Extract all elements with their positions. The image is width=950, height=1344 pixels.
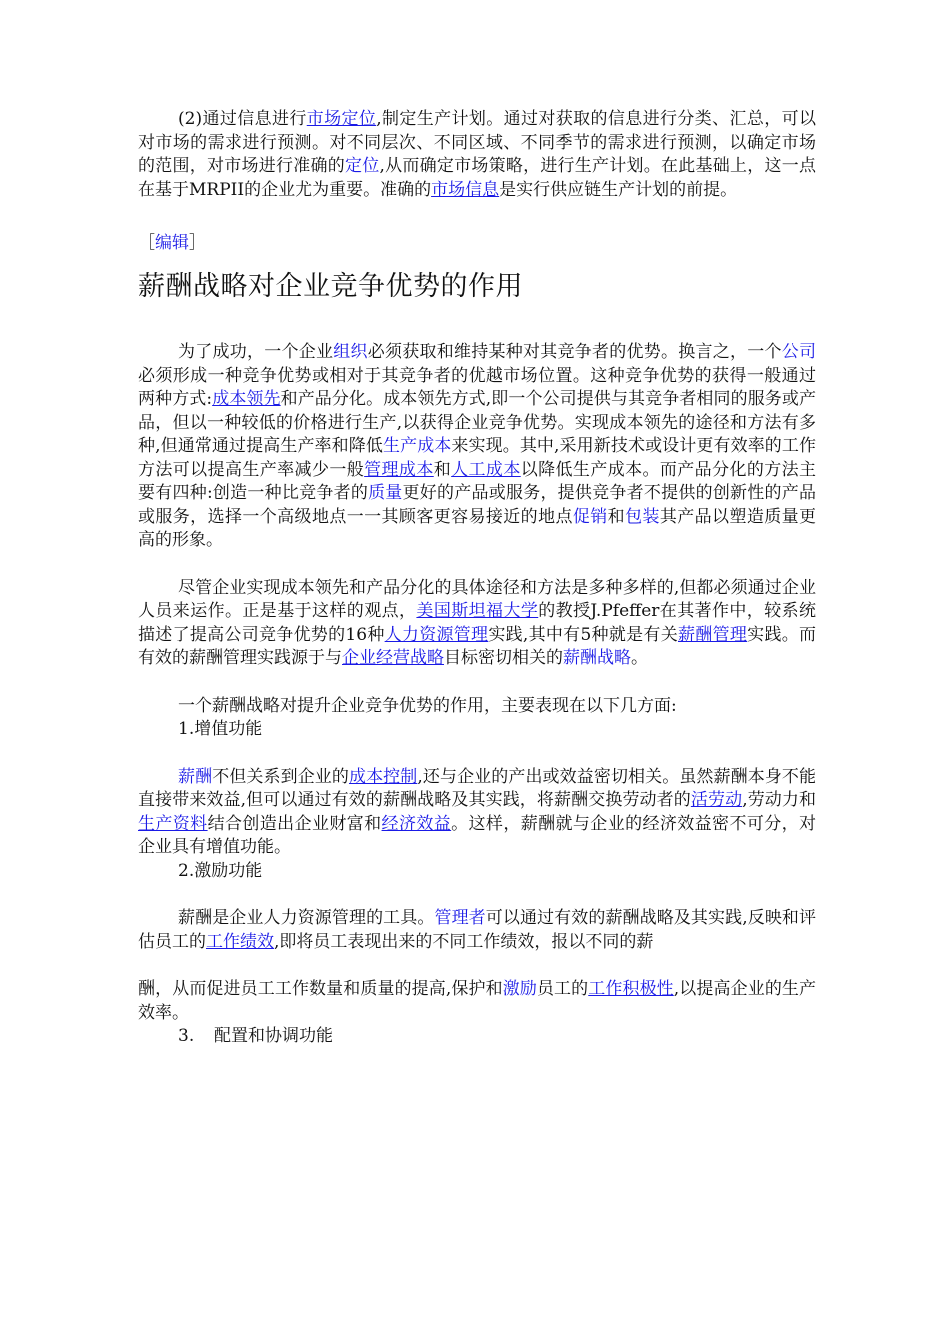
paragraph-personnel: 尽管企业实现成本领先和产品分化的具体途径和方法是多种多样的,但都必须通过企业人员来运作。正是基于这样的观点，美国斯坦福大学的教授J.Pfeffer在其著作中，较系统描述了提高公司竞争优势的16种人力资源管理实践,其中有5种就是有关薪酬管理实践。而有效的薪酬管理实践源于与企业经营战略目标密切相关的薪酬战略。 xyxy=(138,577,817,668)
link-work-enthusiasm[interactable]: 工作积极性 xyxy=(588,979,674,999)
link-business-strategy[interactable]: 企业经营战略 xyxy=(342,648,444,668)
paragraph-value-added: 薪酬不但关系到企业的成本控制,还与企业的产出或效益密切相关。虽然薪酬本身不能直接带来效益,但可以通过有效的薪酬战略及其实践，将薪酬交换劳动者的活劳动,劳动力和生产资料结合创造出企业财富和经济效益。这样，薪酬就与企业的经济效益密不可分，对企业具有增值功能。 xyxy=(138,766,817,857)
document-page xyxy=(138,108,816,1049)
link-means-of-production[interactable]: 生产资料 xyxy=(138,813,208,834)
link-packaging[interactable]: 包装 xyxy=(625,506,660,527)
link-economic-benefit[interactable]: 经济效益 xyxy=(381,813,452,834)
edit-link[interactable]: 编辑 xyxy=(155,233,189,253)
link-management-cost[interactable]: 管理成本 xyxy=(364,459,434,480)
link-company[interactable]: 公司 xyxy=(781,342,816,362)
paragraph-competitive-advantage: 为了成功，一个企业组织必须获取和维持某种对其竞争者的优势。换言之，一个公司必须形成一种竞争优势或相对于其竞争者的优越市场位置。这种竞争优势的获得一般通过两种方式:成本领先和产品分化。成本领先方式,即一个公司提供与其竞争者相同的服务或产品，但以一种较低的价格进行生产,以获得企业竞争优势。实现成本领先的途径和方法有多种,但通常通过提高生产率和降低生产成本来实现。其中,采用新技术或设计更有效率的工作方法可以提高生产率减少一般管理成本和人工成本以降低生产成本。而产品分化的方法主要有四种:创造一种比竞争者的质量更好的产品或服务，提供竞争者不提供的创新性的产品或服务，选择一个高级地点一一其顾客更容易接近的地点促销和包装其产品以塑造质量更高的形象。 xyxy=(138,342,817,550)
paragraph-incentive: 薪酬是企业人力资源管理的工具。管理者可以通过有效的薪酬战略及其实践,反映和评估员工的工作绩效,即将员工表现出来的不同工作绩效，报以不同的薪 xyxy=(138,908,817,952)
link-manager[interactable]: 管理者 xyxy=(434,908,486,928)
list-item-incentive: 2.激励功能 xyxy=(178,860,263,881)
paragraph-roles-intro: 一个薪酬战略对提升企业竞争优势的作用，主要表现在以下几方面: xyxy=(178,695,677,716)
paragraph-incentive-continued: 酬，从而促进员工工作数量和质量的提高,保护和激励员工的工作积极性,以提高企业的生产效率。 xyxy=(138,979,817,1023)
link-work-performance[interactable]: 工作绩效 xyxy=(206,931,274,952)
link-organization[interactable]: 组织 xyxy=(333,342,368,362)
link-stanford-university[interactable]: 美国斯坦福大学 xyxy=(416,601,539,621)
link-cost-control[interactable]: 成本控制 xyxy=(348,766,418,787)
link-production-cost[interactable]: 生产成本 xyxy=(382,436,452,456)
link-market-positioning[interactable]: 市场定位 xyxy=(306,109,377,129)
list-item-value-added: 1.增值功能 xyxy=(178,719,263,739)
link-positioning[interactable]: 定位 xyxy=(344,156,380,176)
link-living-labor[interactable]: 活劳动 xyxy=(690,790,743,810)
link-compensation[interactable]: 薪酬 xyxy=(178,766,213,787)
section-title: 薪酬战略对企业竞争优势的作用 xyxy=(138,271,523,302)
paragraph-market-positioning: (2)通过信息进行市场定位,制定生产计划。通过对获取的信息进行分类、汇总，可以对市场的需求进行预测。对不同层次、不同区域、不同季节的需求进行预测，以确定市场的范围，对市场进行准确的定位,从而确定市场策略，进行生产计划。在此基础上，这一点在基于MRPII的企业尤为重要。准确的市场信息是实行供应链生产计划的前提。 xyxy=(138,109,817,200)
link-quality[interactable]: 质量 xyxy=(368,483,403,503)
list-item-allocation: 3. 配置和协调功能 xyxy=(178,1026,333,1046)
link-market-information[interactable]: 市场信息 xyxy=(431,179,500,200)
link-compensation-strategy[interactable]: 薪酬战略 xyxy=(563,648,631,668)
link-incentive[interactable]: 激励 xyxy=(502,979,537,999)
link-compensation-management[interactable]: 薪酬管理 xyxy=(678,624,748,645)
edit-section: ［编辑］ xyxy=(138,233,206,253)
link-human-resource-management[interactable]: 人力资源管理 xyxy=(384,624,489,645)
link-labor-cost[interactable]: 人工成本 xyxy=(451,459,521,480)
link-promotion[interactable]: 促销 xyxy=(572,506,608,527)
link-cost-leadership[interactable]: 成本领先 xyxy=(212,389,281,409)
